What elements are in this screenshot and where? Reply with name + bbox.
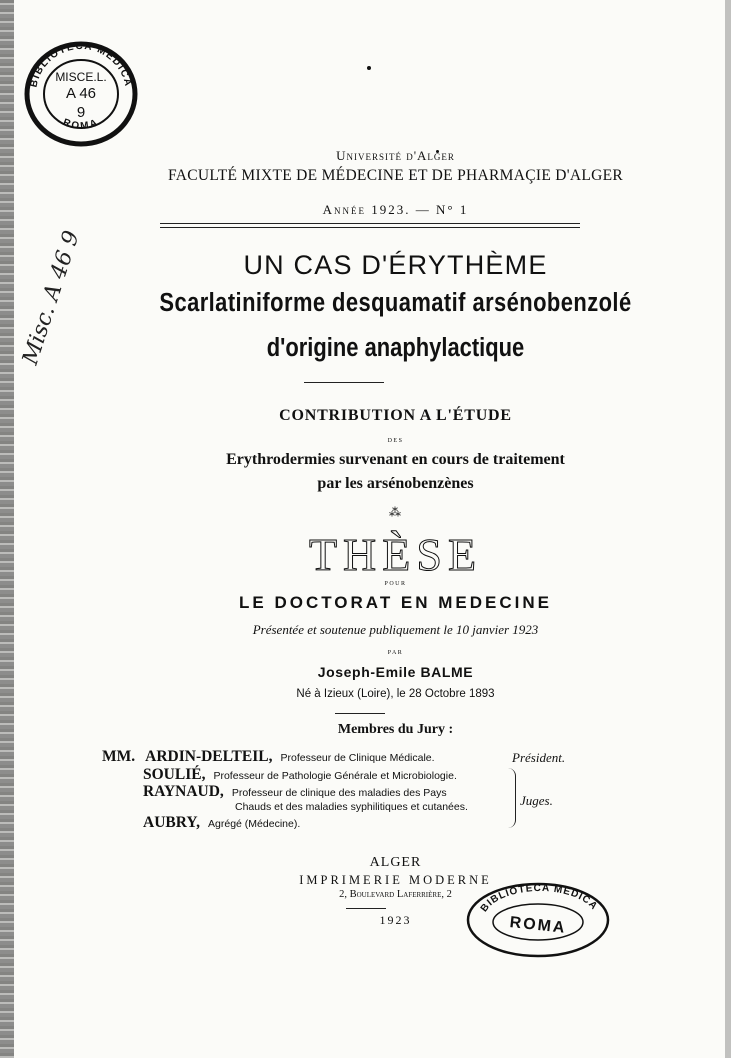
degree-title: LE DOCTORAT EN MEDECINE [239, 593, 552, 612]
thesis-title-line1: UN CAS D'ÉRYTHÈME [243, 250, 548, 280]
library-stamp-top-left [22, 40, 140, 153]
thesis-title-line3: d'origine anaphylactique [266, 334, 525, 362]
divider [160, 223, 580, 224]
imprint-printer: IMPRIMERIE MODERNE [299, 873, 492, 887]
stamp-bottom-text: ROMA [61, 117, 101, 133]
subtitle-line2: par les arsénobenzènes [317, 475, 474, 492]
jury-role: Président. [512, 750, 566, 765]
presentation-date: Présentée et soutenue publiquement le 10 janvier 1923 [252, 622, 539, 637]
divider [304, 382, 384, 383]
imprint-city: ALGER [369, 855, 422, 870]
par-connector: par [387, 647, 404, 656]
svg-text:BIBLIOTECA MEDICA [479, 883, 600, 914]
jury-member-title: Professeur de Clinique Médicale. [280, 752, 435, 764]
year-number: Année 1923. — N° 1 [322, 202, 469, 217]
subtitle-line1: Erythrodermies survenant en cours de traitement [226, 451, 565, 468]
thesis-title-line2: Scarlatiniforme desquamatif arsénobenzolé [159, 289, 632, 317]
jury-member-title: Professeur de Pathologie Générale et Microbiologie. [213, 770, 457, 782]
faculty-name: FACULTÉ MIXTE DE MÉDECINE ET DE PHARMAÇIE D'ALGER [167, 167, 624, 184]
author-name: Joseph-Emile BALME [317, 664, 474, 680]
these-heading: THÈSE [308, 529, 483, 580]
divider [346, 908, 386, 909]
jury-prefix: MM. [102, 748, 136, 765]
imprint-address: 2, Boulevard Laferrière, 2 [339, 889, 452, 900]
jury-role: Juges. [520, 793, 553, 808]
stamp-center-text: ROMA [508, 914, 568, 937]
jury-member [102, 748, 435, 766]
stamp-ring-text: BIBLIOTECA MEDICA [478, 882, 600, 915]
stamp-shelf-line2: A 46 [65, 85, 97, 102]
jury-member-title-cont: Chauds et des maladies syphilitiques et cutanées. [235, 801, 468, 813]
jury-member-name: AUBRY, [143, 814, 201, 831]
jury-member-name: RAYNAUD, [143, 783, 224, 800]
ink-speck [367, 66, 371, 70]
stamp-shelf-line1: MISCE.L. [55, 70, 107, 84]
jury-member-name: ARDIN-DELTEIL, [145, 748, 273, 765]
stamp-shelf-line3: 9 [76, 104, 86, 121]
jury-member [143, 783, 447, 801]
divider [160, 227, 580, 228]
university-name: Université d'Alger [336, 148, 455, 163]
imprint-year: 1923 [379, 913, 412, 927]
pour-connector: pour [384, 578, 407, 587]
jury-member-title: Professeur de clinique des maladies des Pays [231, 787, 447, 799]
jury-member-title: Agrégé (Médecine). [208, 818, 301, 830]
handwritten-margin-note: Misc. A 46 9 [18, 227, 85, 368]
ornament-icon: ⁂ [389, 505, 402, 519]
jury-heading: Membres du Jury : [337, 722, 454, 737]
jury-member [143, 766, 457, 784]
stamp-ring-text: BIBLIOTECA MEDICA [28, 40, 134, 89]
divider [335, 713, 385, 714]
page-binding-edge [0, 0, 14, 1058]
jury-brace [507, 768, 516, 828]
contribution-heading: CONTRIBUTION A L'ÉTUDE [279, 407, 512, 424]
jury-member-name: SOULIÉ, [143, 766, 206, 783]
library-stamp-bottom-right [464, 880, 612, 965]
jury-member [143, 814, 300, 832]
subtitle-connector: des [387, 435, 404, 444]
author-birth: Né à Izieux (Loire), le 28 Octobre 1893 [296, 688, 495, 700]
